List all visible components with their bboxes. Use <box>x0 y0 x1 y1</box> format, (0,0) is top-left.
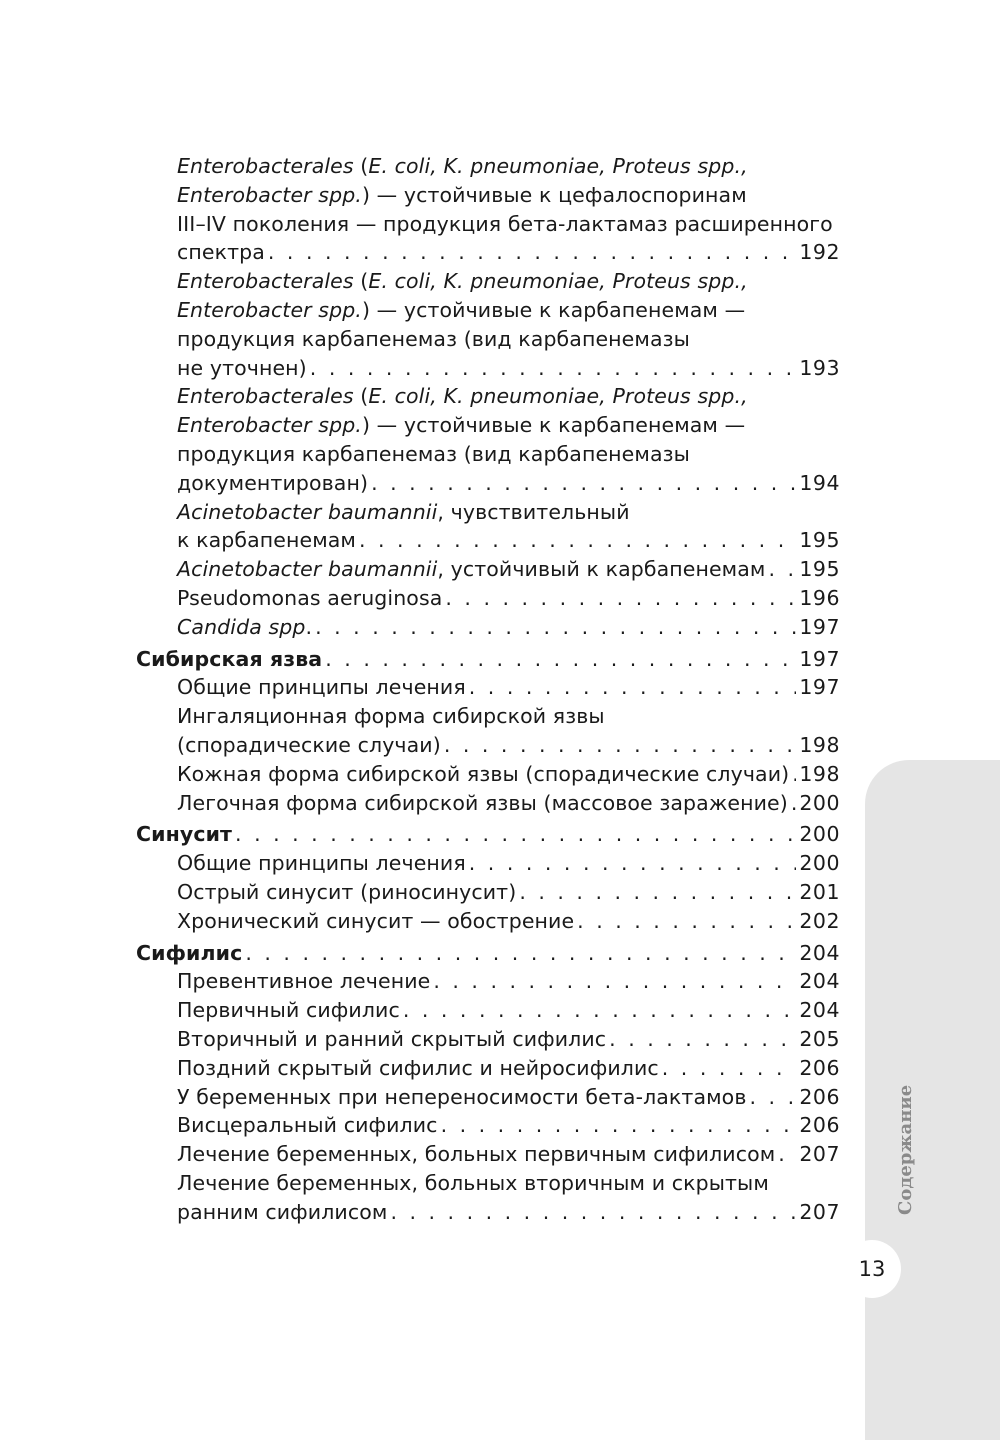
toc-page-number: 197 <box>799 675 840 700</box>
toc-entry-title <box>177 907 574 936</box>
dot-leader <box>441 1111 797 1140</box>
toc-entry <box>0 584 1000 613</box>
toc-text: продукция карбапенемаз (вид карбапенемазы <box>177 441 690 466</box>
dot-leader <box>268 238 796 267</box>
toc-entry-title <box>177 613 312 642</box>
toc-entry-line <box>177 210 840 239</box>
toc-entry-leader-line <box>177 731 840 760</box>
toc-entry-leader-line <box>177 1025 840 1054</box>
toc-entry-line <box>177 152 840 181</box>
dot-leader <box>245 939 796 968</box>
toc-page-number: 206 <box>799 1084 840 1109</box>
toc-entry <box>0 267 1000 382</box>
toc-entry <box>0 996 1000 1025</box>
toc-text: ( <box>353 384 369 409</box>
toc-text: Сибирская язва <box>136 646 323 671</box>
toc-page-number: 200 <box>799 790 840 815</box>
toc-entry-title <box>177 673 466 702</box>
toc-section-heading <box>0 645 1000 674</box>
toc-page-number: 207 <box>799 1199 840 1224</box>
toc-text: Поздний скрытый сифилис и нейросифилис <box>177 1055 659 1080</box>
toc-page-number: 192 <box>799 240 840 265</box>
toc-entry-leader-line <box>136 645 840 674</box>
toc-entry-leader-line <box>177 967 840 996</box>
toc-text: ) — устойчивые к цефалоспоринам <box>361 182 747 207</box>
section-tab-label: Содержание <box>895 1084 916 1215</box>
toc-page-number: 198 <box>799 761 840 786</box>
toc-entry-leader-line <box>177 555 840 584</box>
toc-text: Легочная форма сибирской язвы (массовое заражение) <box>177 790 788 815</box>
toc-entry-title <box>177 1054 659 1083</box>
toc-text: , устойчивый к карбапенемам <box>437 557 766 582</box>
toc-entry <box>0 498 1000 556</box>
toc-text: не уточнен) <box>177 355 307 380</box>
toc-entry-leader-line <box>136 939 840 968</box>
toc-text: Enterobacterales <box>177 384 354 409</box>
toc-entry-leader-line <box>177 673 840 702</box>
toc-entry-leader-line <box>177 849 840 878</box>
toc-entry-title <box>177 1025 606 1054</box>
table-of-contents <box>0 152 1000 1226</box>
toc-text: ) — устойчивые к карбапенемам — <box>361 413 746 438</box>
toc-entry-line <box>177 181 840 210</box>
toc-page-number: 200 <box>799 822 840 847</box>
toc-text: Enterobacter spp. <box>177 182 362 207</box>
toc-entry-title <box>136 939 242 968</box>
toc-page-number: 196 <box>799 585 840 610</box>
toc-text: Pseudomonas aeruginosa <box>177 585 443 610</box>
toc-entry <box>0 382 1000 497</box>
toc-entry-title <box>177 526 356 555</box>
toc-entry <box>0 1054 1000 1083</box>
toc-text: Enterobacter spp. <box>177 413 362 438</box>
dot-leader <box>469 673 797 702</box>
toc-entry-title <box>177 1140 775 1169</box>
toc-entry <box>0 967 1000 996</box>
dot-leader <box>577 907 796 936</box>
dot-leader <box>310 354 797 383</box>
toc-section-heading <box>0 939 1000 968</box>
toc-entry-leader-line <box>177 878 840 907</box>
page-number: 13 <box>843 1240 901 1298</box>
toc-text: ( <box>353 154 369 178</box>
toc-entry-leader-line <box>177 1140 840 1169</box>
toc-text: (спорадические случаи) <box>177 732 441 757</box>
toc-entry <box>0 789 1000 818</box>
toc-entry-title <box>177 555 765 584</box>
toc-entry-line <box>177 702 840 731</box>
toc-page-number: 197 <box>799 614 840 639</box>
toc-entry-leader-line <box>177 1083 840 1112</box>
toc-entry-leader-line <box>177 760 840 789</box>
toc-entry <box>0 907 1000 936</box>
toc-entry-title <box>177 238 265 267</box>
toc-entry-line <box>177 411 840 440</box>
toc-entry-title <box>177 996 400 1025</box>
toc-page-number: 204 <box>799 998 840 1023</box>
toc-page-number: 193 <box>799 355 840 380</box>
toc-page-number: 206 <box>799 1113 840 1138</box>
dot-leader <box>768 555 796 584</box>
toc-text: Первичный сифилис <box>177 998 400 1023</box>
toc-entry <box>0 1169 1000 1227</box>
toc-text: Enterobacterales <box>177 269 354 294</box>
toc-text: Acinetobacter baumannii <box>177 499 438 524</box>
toc-entry-leader-line <box>177 907 840 936</box>
dot-leader <box>791 789 797 818</box>
toc-entry <box>0 702 1000 760</box>
toc-section-heading <box>0 820 1000 849</box>
dot-leader <box>750 1083 797 1112</box>
toc-entry-line <box>177 498 840 527</box>
toc-page-number: 195 <box>799 528 840 553</box>
toc-text: Сифилис <box>136 940 243 965</box>
dot-leader <box>792 760 796 789</box>
toc-text: документирован) <box>177 470 369 495</box>
toc-entry <box>0 760 1000 789</box>
dot-leader <box>390 1198 796 1227</box>
toc-entry-leader-line <box>177 1198 840 1227</box>
section-side-tab <box>865 760 1000 1440</box>
toc-entry-title <box>177 1111 438 1140</box>
toc-text: Лечение беременных, больных первичным сифилисом <box>177 1142 776 1167</box>
toc-entry <box>0 613 1000 642</box>
toc-entry-title <box>177 354 307 383</box>
toc-entry-title <box>177 967 430 996</box>
dot-leader <box>609 1025 796 1054</box>
toc-text: III–IV поколения — продукция бета-лактамаз расширенного <box>177 211 833 236</box>
toc-text: Вторичный и ранний скрытый сифилис <box>177 1026 607 1051</box>
toc-page-number: 204 <box>799 940 840 965</box>
toc-text: Острый синусит (риносинусит) <box>177 879 517 904</box>
toc-entry <box>0 152 1000 267</box>
toc-page-number: 204 <box>799 969 840 994</box>
toc-page-number: 206 <box>799 1055 840 1080</box>
toc-text: Превентивное лечение <box>177 969 431 994</box>
toc-entry-title <box>177 1083 747 1112</box>
toc-text: У беременных при непереносимости бета-лактамов <box>177 1084 747 1109</box>
dot-leader <box>433 967 796 996</box>
toc-entry-leader-line <box>177 526 840 555</box>
toc-text: Enterobacterales <box>177 154 354 178</box>
toc-text: Общие принципы лечения <box>177 675 466 700</box>
dot-leader <box>662 1054 797 1083</box>
toc-entry <box>0 849 1000 878</box>
toc-entry-title <box>177 1198 387 1227</box>
toc-entry-leader-line <box>177 238 840 267</box>
toc-entry-title <box>136 820 232 849</box>
toc-text: ранним сифилисом <box>177 1199 388 1224</box>
dot-leader <box>778 1140 796 1169</box>
toc-entry <box>0 878 1000 907</box>
dot-leader <box>325 645 796 674</box>
toc-entry-title <box>177 849 466 878</box>
toc-page-number: 198 <box>799 732 840 757</box>
toc-text: спектра <box>177 240 265 265</box>
toc-entry-title <box>177 760 789 789</box>
toc-text: Acinetobacter baumannii <box>177 557 438 582</box>
toc-entry <box>0 1111 1000 1140</box>
toc-entry-line <box>177 440 840 469</box>
toc-entry-leader-line <box>177 1111 840 1140</box>
toc-entry-leader-line <box>136 820 840 849</box>
toc-entry-title <box>177 789 788 818</box>
toc-page-number: 195 <box>799 557 840 582</box>
toc-page-number: 194 <box>799 470 840 495</box>
toc-entry-title <box>136 645 322 674</box>
toc-entry-title <box>177 878 516 907</box>
toc-text: E. coli, K. pneumoniae, Proteus spp., <box>368 269 748 294</box>
toc-text: ( <box>353 269 369 294</box>
toc-entry <box>0 1140 1000 1169</box>
toc-entry <box>0 555 1000 584</box>
toc-page-number: 197 <box>799 646 840 671</box>
toc-entry <box>0 1083 1000 1112</box>
toc-entry <box>0 673 1000 702</box>
toc-text: . <box>305 614 313 639</box>
dot-leader <box>371 469 796 498</box>
toc-text: Общие принципы лечения <box>177 851 466 876</box>
toc-entry-leader-line <box>177 354 840 383</box>
toc-entry-leader-line <box>177 613 840 642</box>
dot-leader <box>519 878 796 907</box>
toc-page-number: 201 <box>799 879 840 904</box>
toc-text: E. coli, K. pneumoniae, Proteus spp., <box>368 384 748 409</box>
toc-entry-title <box>177 731 441 760</box>
toc-page-number: 205 <box>799 1026 840 1051</box>
toc-text: E. coli, K. pneumoniae, Proteus spp., <box>368 154 748 178</box>
dot-leader <box>359 526 796 555</box>
toc-text: к карбапенемам <box>177 528 356 553</box>
toc-entry-line <box>177 1169 840 1198</box>
toc-entry-line <box>177 267 840 296</box>
toc-text: Синусит <box>136 822 233 847</box>
toc-text: Хронический синусит — обострение <box>177 908 575 933</box>
toc-entry-line <box>177 296 840 325</box>
toc-text: продукция карбапенемаз (вид карбапенемазы <box>177 326 690 351</box>
toc-page-number: 200 <box>799 851 840 876</box>
dot-leader <box>315 613 796 642</box>
toc-page-number: 207 <box>799 1142 840 1167</box>
dot-leader <box>469 849 797 878</box>
toc-entry-title <box>177 469 368 498</box>
toc-text: , чувствительный <box>437 499 630 524</box>
toc-text: Кожная форма сибирской язвы (спорадические случаи) <box>177 761 790 786</box>
toc-page-number: 202 <box>799 908 840 933</box>
toc-entry-line <box>177 325 840 354</box>
toc-text: Ингаляционная форма сибирской язвы <box>177 704 605 729</box>
toc-entry-leader-line <box>177 996 840 1025</box>
toc-text: Candida spp <box>177 614 306 639</box>
dot-leader <box>235 820 796 849</box>
toc-entry-leader-line <box>177 584 840 613</box>
toc-entry-leader-line <box>177 469 840 498</box>
toc-entry-line <box>177 382 840 411</box>
toc-text: Висцеральный сифилис <box>177 1113 438 1138</box>
toc-entry <box>0 1025 1000 1054</box>
toc-entry-leader-line <box>177 1054 840 1083</box>
dot-leader <box>444 731 797 760</box>
dot-leader <box>403 996 797 1025</box>
dot-leader <box>445 584 796 613</box>
toc-text: Лечение беременных, больных вторичным и скрытым <box>177 1170 769 1195</box>
toc-text: ) — устойчивые к карбапенемам — <box>361 297 746 322</box>
toc-entry-leader-line <box>177 789 840 818</box>
toc-entry-title <box>177 584 442 613</box>
toc-text: Enterobacter spp. <box>177 297 362 322</box>
